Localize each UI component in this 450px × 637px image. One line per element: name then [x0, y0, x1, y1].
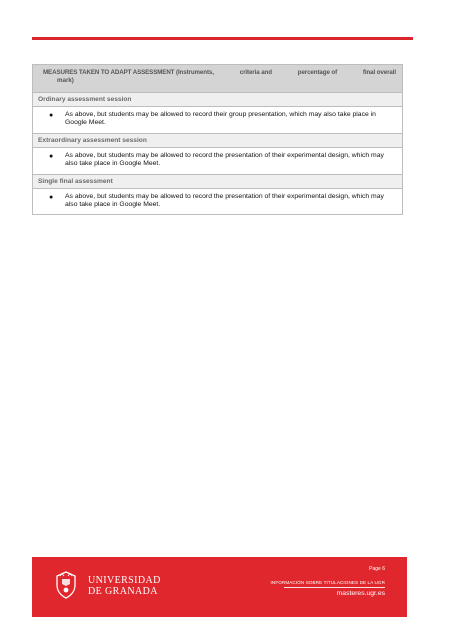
page-number: Page 6: [369, 566, 385, 572]
university-name: [88, 576, 161, 597]
header-col-1: MEASURES TAKEN TO ADAPT ASSESSMENT (Instruments,: [43, 69, 214, 76]
header-col-2: criteria and: [239, 69, 272, 76]
header-continuation: mark): [57, 77, 74, 84]
bullet-icon: ●: [49, 112, 54, 119]
footer-banner: [32, 557, 407, 617]
section-text: As above, but students may be allowed to record their group presentation, which may also take place in Google Meet.: [65, 111, 376, 127]
info-line: INFORMACIÓN SOBRE TITULACIONES DE LA UGR: [270, 580, 385, 585]
section-text: As above, but students may be allowed to record the presentation of their experimental design, which may also take place in Google Meet.: [65, 151, 384, 168]
section-body-single-final: [33, 189, 402, 215]
university-name-line-1: UNIVERSIDAD: [88, 575, 161, 586]
header-col-3: percentage of: [297, 69, 338, 76]
section-body-extraordinary: [33, 148, 402, 174]
section-body-ordinary: [33, 107, 402, 133]
section-title-single-final: Single final assessment: [33, 174, 402, 189]
header-col-4: final overall: [362, 69, 396, 76]
bullet-icon: ●: [49, 193, 54, 201]
info-divider: [284, 587, 385, 588]
table-header: [33, 65, 402, 92]
website-link[interactable]: masteres.ugr.es: [336, 590, 385, 597]
university-seal-icon: [54, 571, 78, 599]
section-text: As above, but students may be allowed to record the presentation of their experimental design, which may also take place in Google Meet.: [65, 192, 384, 209]
assessment-table: [32, 64, 403, 215]
section-title-extraordinary: Extraordinary assessment session: [33, 133, 402, 148]
bullet-icon: ●: [49, 152, 54, 160]
university-name-line-2: DE GRANADA: [88, 585, 158, 597]
top-rule: [32, 37, 413, 40]
section-title-ordinary: Ordinary assessment session: [33, 92, 402, 107]
